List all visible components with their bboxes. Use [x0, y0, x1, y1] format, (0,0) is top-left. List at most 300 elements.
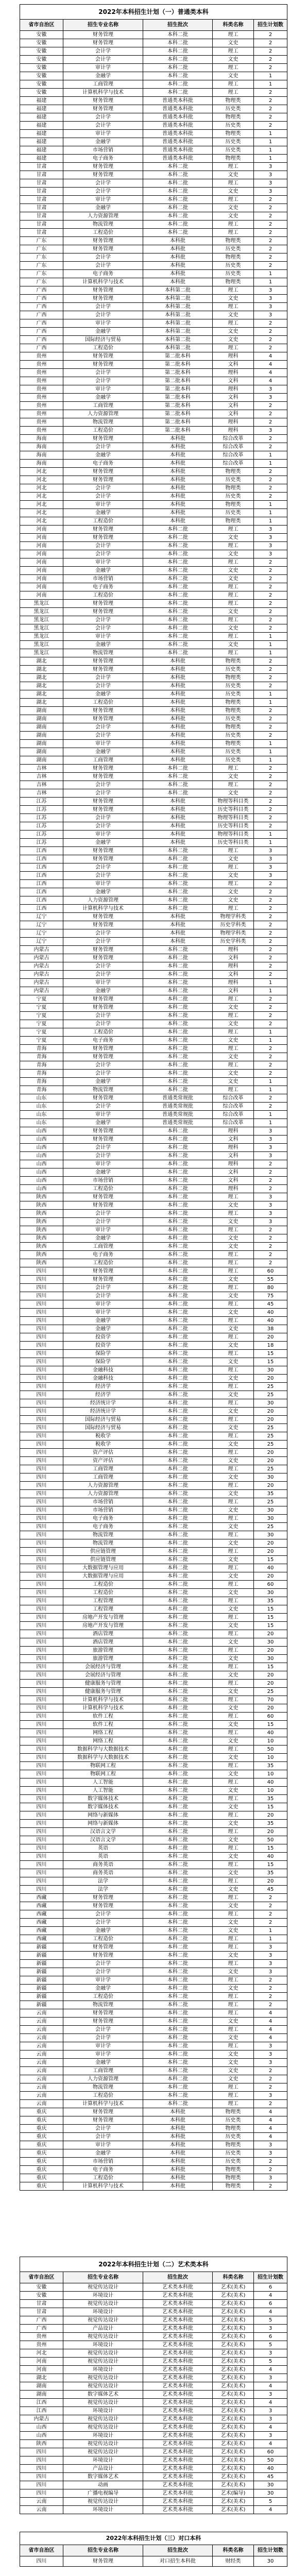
table-row: [20, 1284, 287, 1292]
province-cell: 安徽: [20, 72, 63, 80]
province-cell: 新疆: [20, 2001, 63, 2009]
major-cell: 视觉传达设计: [63, 2333, 143, 2341]
province-cell: 重庆: [20, 2166, 63, 2174]
quota-cell: 1: [254, 839, 287, 847]
quota-cell: 15: [254, 1556, 287, 1564]
major-cell: 环境设计: [63, 2366, 143, 2374]
major-cell: 工程造价: [63, 344, 143, 352]
province-cell: 山西: [20, 1168, 63, 1177]
province-cell: 云南: [20, 2018, 63, 2026]
batch-cell: 本科二批: [143, 1572, 213, 1581]
table-row: [20, 1968, 287, 1976]
province-cell: 山西: [20, 1177, 63, 1185]
batch-cell: 第二批本科: [143, 385, 213, 394]
province-cell: 四川: [20, 2456, 63, 2465]
batch-cell: 本科二批: [143, 1861, 213, 1869]
table-row: [20, 732, 287, 740]
province-cell: 云南: [20, 2083, 63, 2092]
province-cell: 四川: [20, 1383, 63, 1391]
major-cell: 动画: [63, 2481, 143, 2489]
batch-cell: 本科二批: [143, 39, 213, 47]
batch-cell: 本科二批: [143, 1243, 213, 1251]
category-cell: 理工: [213, 600, 254, 608]
table-row: [20, 1927, 287, 1935]
quota-cell: 1: [254, 146, 287, 155]
major-cell: 会计学: [63, 624, 143, 633]
table-row: [20, 1416, 287, 1424]
batch-cell: 本科批: [143, 674, 213, 682]
major-cell: 人力资源管理: [63, 1482, 143, 1490]
category-cell: 物理类: [213, 2174, 254, 2182]
table-row: [20, 2009, 287, 2018]
batch-cell: 本科二批: [143, 56, 213, 64]
table-row: [20, 962, 287, 971]
category-cell: 理工: [213, 1317, 254, 1325]
province-cell: 甘肃: [20, 2308, 63, 2316]
category-cell: 理工: [213, 1300, 254, 1309]
table-row: [20, 1408, 287, 1416]
quota-cell: 2: [254, 814, 287, 822]
category-cell: 文史: [213, 2067, 254, 2075]
category-cell: 理工: [213, 1350, 254, 1358]
quota-cell: 30: [254, 1399, 287, 1408]
quota-cell: 2: [254, 624, 287, 633]
table-row: [20, 2366, 287, 2374]
category-cell: 理工: [213, 2042, 254, 2050]
quota-cell: 40: [254, 1317, 287, 1325]
section-title: 2022年本科招生计划（三）对口本科: [20, 2532, 287, 2545]
province-cell: 贵州: [20, 427, 63, 435]
major-cell: 财务管理: [63, 715, 143, 723]
category-cell: 理工: [213, 2001, 254, 2009]
batch-cell: 本科二批: [143, 1168, 213, 1177]
batch-cell: 本科二批: [143, 1688, 213, 1696]
batch-cell: 本科批: [143, 822, 213, 831]
category-cell: 理工: [213, 591, 254, 600]
major-cell: 环境设计: [63, 2456, 143, 2465]
quota-cell: 60: [254, 1581, 287, 1589]
province-cell: 四川: [20, 1408, 63, 1416]
province-cell: 黑龙江: [20, 608, 63, 616]
batch-cell: 艺术类本科批: [143, 2366, 213, 2374]
province-cell: 四川: [20, 1655, 63, 1663]
category-cell: 艺术(美术): [213, 2407, 254, 2415]
major-cell: 房地产开发与管理: [63, 1614, 143, 1622]
quota-cell: 25: [254, 1523, 287, 1531]
quota-cell: 2: [254, 880, 287, 888]
batch-cell: 本科批: [143, 2174, 213, 2182]
province-cell: 广西: [20, 319, 63, 328]
table-row: [20, 1638, 287, 1647]
quota-cell: 4: [254, 2424, 287, 2432]
major-cell: 环境设计: [63, 2506, 143, 2514]
category-cell: 历史类: [213, 493, 254, 501]
major-cell: 工程管理: [63, 1597, 143, 1605]
major-cell: 财务管理: [63, 2116, 143, 2125]
province-cell: 四川: [20, 1482, 63, 1490]
table-row: [20, 624, 287, 633]
category-cell: 文史: [213, 1523, 254, 1531]
table-row: [20, 558, 287, 567]
province-cell: 四川: [20, 1465, 63, 1473]
quota-cell: 2: [254, 822, 287, 831]
batch-cell: 本科二批: [143, 641, 213, 649]
category-cell: 理工: [213, 649, 254, 657]
table-row: [20, 1853, 287, 1861]
category-cell: 物理类: [213, 253, 254, 262]
batch-cell: 本科批: [143, 517, 213, 526]
major-cell: 会计学: [63, 938, 143, 946]
category-cell: 文史: [213, 896, 254, 905]
major-cell: 资产评估: [63, 1449, 143, 1457]
province-cell: 四川: [20, 1844, 63, 1853]
batch-cell: 本科第二批: [143, 319, 213, 328]
batch-cell: 第二批本科: [143, 402, 213, 410]
batch-cell: 本科二批: [143, 1300, 213, 1309]
quota-cell: 4: [254, 2308, 287, 2316]
province-cell: 四川: [20, 1358, 63, 1366]
major-cell: 工程造价: [63, 2092, 143, 2100]
major-cell: 会计学: [63, 781, 143, 789]
table-row: [20, 1943, 287, 1952]
batch-cell: 本科二批: [143, 1597, 213, 1605]
quota-cell: 2: [254, 798, 287, 806]
quota-cell: 2: [254, 1045, 287, 1053]
category-cell: 文史: [213, 1201, 254, 1210]
major-cell: 物流管理: [63, 2083, 143, 2092]
batch-cell: 艺术类本科批: [143, 2341, 213, 2349]
major-cell: 金融学: [63, 690, 143, 699]
province-cell: 甘肃: [20, 221, 63, 229]
quota-cell: 2: [254, 1168, 287, 1177]
quota-cell: 2: [254, 476, 287, 484]
table-row: [20, 1210, 287, 1218]
province-cell: 内蒙古: [20, 971, 63, 979]
batch-cell: 本科二批: [143, 995, 213, 1004]
category-cell: 文史: [213, 1638, 254, 1647]
major-cell: 计算机科学与技术: [63, 1696, 143, 1704]
quota-cell: 4: [254, 2399, 287, 2407]
major-cell: 会计学: [63, 550, 143, 558]
major-cell: 审计学: [63, 1111, 143, 1119]
category-cell: 文史: [213, 575, 254, 583]
category-cell: 文史: [213, 1671, 254, 1680]
quota-cell: 1: [254, 1927, 287, 1935]
major-cell: 投资学: [63, 1333, 143, 1342]
table-row: [20, 1218, 287, 1226]
table-row: [20, 1754, 287, 1762]
category-cell: 综合改革: [213, 1119, 254, 1127]
table-row: [20, 1564, 287, 1572]
table-row: [20, 649, 287, 657]
major-cell: 会计学: [63, 179, 143, 188]
batch-cell: 本科二批: [143, 1877, 213, 1886]
category-cell: 理工: [213, 1416, 254, 1424]
province-cell: 湖北: [20, 690, 63, 699]
quota-cell: 2: [254, 583, 287, 591]
major-cell: 会计学: [63, 1152, 143, 1160]
major-cell: 市场营销: [63, 2158, 143, 2166]
major-cell: 金融学: [63, 567, 143, 575]
table-row: [20, 781, 287, 789]
major-cell: 财务管理: [63, 1894, 143, 1902]
major-cell: 财务管理: [63, 476, 143, 484]
category-cell: 文科: [213, 402, 254, 410]
province-cell: 陕西: [20, 1201, 63, 1210]
table-row: [20, 1770, 287, 1778]
province-cell: 广东: [20, 270, 63, 278]
table-row: [20, 1622, 287, 1630]
category-cell: 理科: [213, 427, 254, 435]
category-cell: 理工: [213, 1795, 254, 1803]
province-cell: 宁夏: [20, 1012, 63, 1020]
batch-cell: 本科第二批: [143, 286, 213, 295]
column-header-batch: 招生批次: [143, 2545, 213, 2556]
province-cell: 重庆: [20, 2158, 63, 2166]
category-cell: 文史: [213, 608, 254, 616]
quota-cell: 4: [254, 2506, 287, 2514]
province-cell: 江西: [20, 847, 63, 855]
batch-cell: 本科二批: [143, 1391, 213, 1399]
batch-cell: 本科二批: [143, 2067, 213, 2075]
category-cell: 理工: [213, 2009, 254, 2018]
category-cell: 文史: [213, 72, 254, 80]
province-cell: 吉林: [20, 773, 63, 781]
table-row: [20, 2300, 287, 2308]
major-cell: 市场营销: [63, 575, 143, 583]
table-row: [20, 872, 287, 880]
province-cell: 贵州: [20, 402, 63, 410]
major-cell: 物流管理: [63, 2001, 143, 2009]
table-body: [20, 2283, 287, 2514]
major-cell: 环境设计: [63, 2407, 143, 2415]
quota-cell: 20: [254, 1647, 287, 1655]
batch-cell: 本科第二批: [143, 295, 213, 303]
category-cell: 文史: [213, 1572, 254, 1581]
batch-cell: 本科二批: [143, 1045, 213, 1053]
batch-cell: 本科二批: [143, 1622, 213, 1630]
batch-cell: 本科批: [143, 806, 213, 814]
table-row: [20, 723, 287, 732]
province-cell: 四川: [20, 1597, 63, 1605]
quota-cell: 1: [254, 1935, 287, 1943]
table-row: [20, 2042, 287, 2050]
table-row: [20, 493, 287, 501]
major-cell: 大数据管理与应用: [63, 1572, 143, 1581]
table-row: [20, 1894, 287, 1902]
province-cell: 四川: [20, 2448, 63, 2456]
batch-cell: 本科二批: [143, 847, 213, 855]
table-row: [20, 1078, 287, 1086]
category-cell: 历史类: [213, 476, 254, 484]
province-cell: 云南: [20, 2026, 63, 2034]
table-row: [20, 1919, 287, 1927]
province-cell: 青海: [20, 1070, 63, 1078]
batch-cell: 本科批: [143, 798, 213, 806]
batch-cell: 本科批: [143, 740, 213, 748]
province-cell: 内蒙古: [20, 987, 63, 995]
quota-cell: 20: [254, 1572, 287, 1581]
major-cell: 物流管理: [63, 221, 143, 229]
table-row: [20, 1432, 287, 1440]
batch-cell: 本科二批: [143, 1457, 213, 1465]
major-cell: 金融学: [63, 2149, 143, 2158]
quota-cell: 2: [254, 493, 287, 501]
category-cell: 理工: [213, 1482, 254, 1490]
category-cell: 历史类: [213, 2133, 254, 2141]
category-cell: 理工: [213, 1210, 254, 1218]
category-cell: 理工: [213, 1086, 254, 1094]
quota-cell: 4: [254, 2382, 287, 2391]
category-cell: 理工: [213, 1910, 254, 1919]
major-cell: 金融学: [63, 2059, 143, 2067]
batch-cell: 本科二批: [143, 1968, 213, 1976]
batch-cell: 本科二批: [143, 31, 213, 39]
batch-cell: 本科批: [143, 270, 213, 278]
quota-cell: 15: [254, 1844, 287, 1853]
batch-cell: 本科二批: [143, 1531, 213, 1539]
quota-cell: 2: [254, 418, 287, 427]
quota-cell: 40: [254, 1778, 287, 1787]
batch-cell: 本科二批: [143, 1375, 213, 1383]
batch-cell: 本科二批: [143, 1754, 213, 1762]
batch-cell: 本科二批: [143, 1416, 213, 1424]
table-row: [20, 468, 287, 476]
quota-cell: 2: [254, 484, 287, 493]
table-row: [20, 47, 287, 56]
major-cell: 电子商务: [63, 2166, 143, 2174]
batch-cell: 本科二批: [143, 765, 213, 773]
quota-cell: 25: [254, 1432, 287, 1440]
quota-cell: 40: [254, 2465, 287, 2473]
province-cell: 贵州: [20, 377, 63, 385]
province-cell: 青海: [20, 1086, 63, 1094]
category-cell: 文史: [213, 789, 254, 798]
province-cell: 四川: [20, 1770, 63, 1778]
quota-cell: 2: [254, 410, 287, 418]
quota-cell: 2: [254, 1919, 287, 1927]
category-cell: 文科: [213, 1152, 254, 1160]
quota-cell: 2: [254, 929, 287, 938]
category-cell: 文史: [213, 1309, 254, 1317]
major-cell: 视觉传达设计: [63, 2498, 143, 2506]
batch-cell: 本科二批: [143, 2001, 213, 2009]
table-row: [20, 2489, 287, 2498]
major-cell: 财务管理: [63, 237, 143, 245]
quota-cell: 5: [254, 2341, 287, 2349]
batch-cell: 本科批: [143, 814, 213, 822]
province-cell: 河南: [20, 575, 63, 583]
table-row: [20, 583, 287, 591]
batch-cell: 本科二批: [143, 1325, 213, 1333]
table-row: [20, 1234, 287, 1243]
table-row: [20, 954, 287, 962]
province-cell: 甘肃: [20, 204, 63, 212]
major-cell: 工程造价: [63, 229, 143, 237]
province-cell: 广西: [20, 344, 63, 352]
province-cell: 黑龙江: [20, 641, 63, 649]
major-cell: 金融学: [63, 204, 143, 212]
category-cell: 物理类: [213, 97, 254, 105]
table-row: [20, 1877, 287, 1886]
major-cell: 人力资源管理: [63, 1490, 143, 1498]
quota-cell: 1: [254, 649, 287, 657]
quota-cell: 40: [254, 1564, 287, 1572]
category-cell: 理工: [213, 1630, 254, 1638]
province-cell: 贵州: [20, 369, 63, 377]
category-cell: 物理类: [213, 2141, 254, 2149]
table-row: [20, 2108, 287, 2116]
major-cell: 审计学: [63, 319, 143, 328]
major-cell: 审计学: [63, 2050, 143, 2059]
major-cell: 物流管理: [63, 418, 143, 427]
table-row: [20, 2018, 287, 2026]
quota-cell: 3: [254, 385, 287, 394]
major-cell: 工程造价: [63, 1935, 143, 1943]
quota-cell: 1: [254, 748, 287, 756]
major-cell: 电子商务: [63, 270, 143, 278]
batch-cell: 本科批: [143, 278, 213, 286]
major-cell: 环境设计: [63, 2308, 143, 2316]
province-cell: 江苏: [20, 806, 63, 814]
batch-cell: 普通类常规批: [143, 1094, 213, 1103]
batch-cell: 本科二批: [143, 773, 213, 781]
province-cell: 吉林: [20, 765, 63, 773]
batch-cell: 本科二批: [143, 1919, 213, 1927]
province-cell: 贵州: [20, 2333, 63, 2341]
batch-cell: 本科二批: [143, 954, 213, 962]
quota-cell: 2: [254, 905, 287, 913]
province-cell: 西藏: [20, 1935, 63, 1943]
batch-cell: 本科二批: [143, 591, 213, 600]
category-cell: 理科: [213, 1185, 254, 1193]
province-cell: 湖北: [20, 682, 63, 690]
quota-cell: 2: [254, 674, 287, 682]
batch-cell: 本科二批: [143, 1993, 213, 2001]
province-cell: 四川: [20, 1589, 63, 1597]
batch-cell: 普通类常规批: [143, 1103, 213, 1111]
category-cell: 物理类: [213, 278, 254, 286]
province-cell: 贵州: [20, 352, 63, 361]
batch-cell: 本科二批: [143, 2034, 213, 2042]
major-cell: 金融学: [63, 1325, 143, 1333]
batch-cell: 本科二批: [143, 1869, 213, 1877]
batch-cell: 本科二批: [143, 962, 213, 971]
major-cell: 投资学: [63, 1342, 143, 1350]
major-cell: 商务英语: [63, 1861, 143, 1869]
quota-cell: 10: [254, 1737, 287, 1745]
major-cell: 财务管理: [63, 657, 143, 666]
quota-cell: 2: [254, 971, 287, 979]
batch-cell: 本科批: [143, 451, 213, 460]
table-row: [20, 863, 287, 872]
major-cell: 数据科学与大数据技术: [63, 1745, 143, 1754]
major-cell: 保险学: [63, 1350, 143, 1358]
major-cell: 审计学: [63, 2141, 143, 2149]
major-cell: 审计学: [63, 831, 143, 839]
table-row: [20, 2166, 287, 2174]
batch-cell: 本科第二批: [143, 344, 213, 352]
province-cell: 四川: [20, 1869, 63, 1877]
province-cell: 云南: [20, 2075, 63, 2083]
table-row: [20, 591, 287, 600]
batch-cell: 本科批: [143, 509, 213, 517]
category-cell: 物理等科目类: [213, 814, 254, 822]
table-row: [20, 1572, 287, 1581]
category-cell: 文史: [213, 1004, 254, 1012]
major-cell: 会计学: [63, 1910, 143, 1919]
province-cell: 江苏: [20, 831, 63, 839]
